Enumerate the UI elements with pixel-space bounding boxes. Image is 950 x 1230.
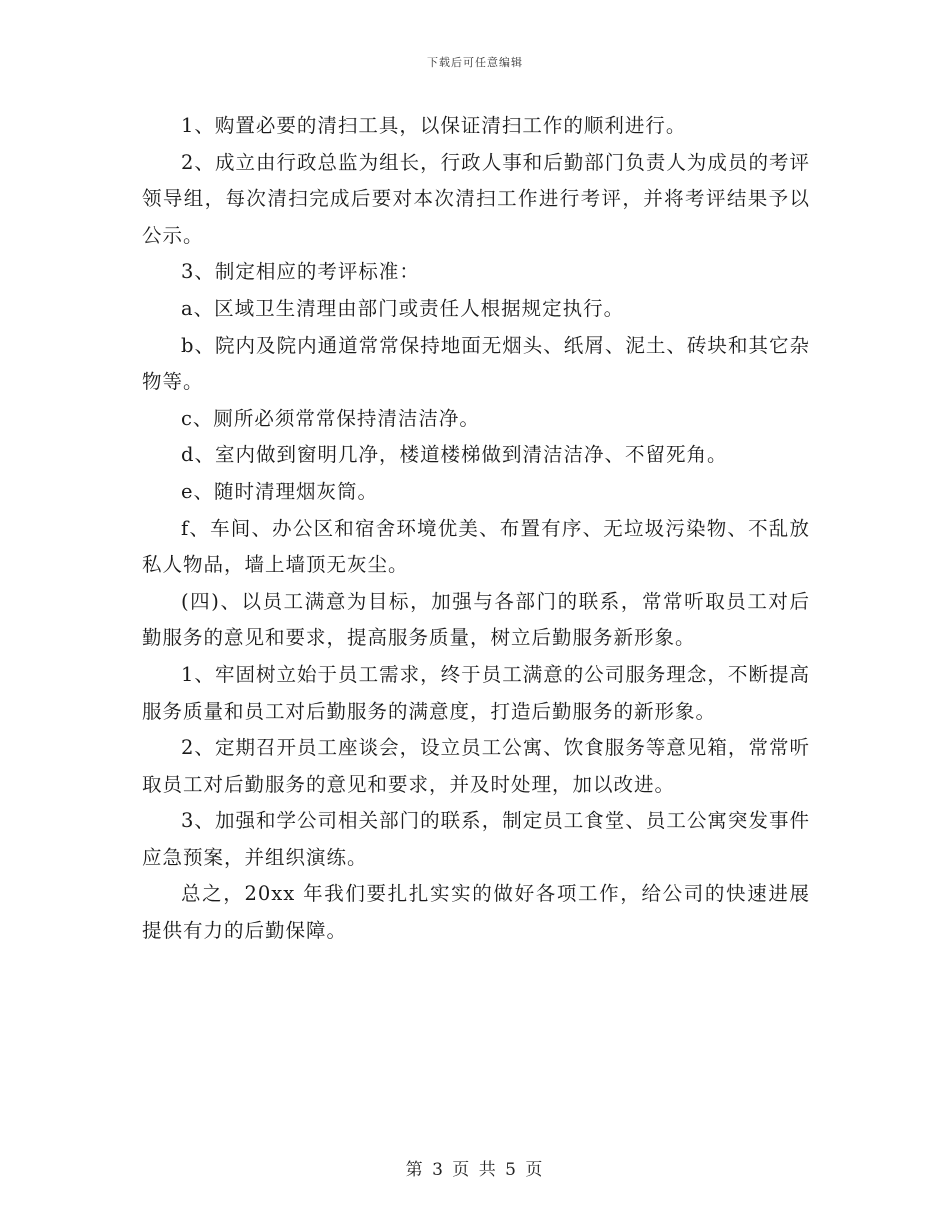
page-footer: 第 3 页 共 5 页 <box>405 1160 545 1180</box>
paragraph: e、随时清理烟灰筒。 <box>181 479 379 503</box>
paragraph: c、厕所必须常常保持清洁洁净。 <box>181 406 480 430</box>
paragraph: 3、加强和学公司相关部门的联系，制定员工食堂、员工公寓突发事件应急预案，并组织演练。 <box>142 809 810 869</box>
conclusion-paragraph: 总之，20xx 年我们要扎扎实实的做好各项工作，给公司的快速进展提供有力的后勤保障。 <box>142 882 810 943</box>
paragraph: f、车间、办公区和宿舍环境优美、布置有序、无垃圾污染物、不乱放私人物品，墙上墙顶无灰尘。 <box>142 516 810 577</box>
section-heading-paragraph: (四)、以员工满意为目标，加强与各部门的联系，常常听取员工对后勤服务的意见和要求，提高服务质量，树立后勤服务新形象。 <box>142 589 810 650</box>
paragraph: 3、制定相应的考评标准： <box>181 260 420 284</box>
paragraph: 1、牢固树立始于员工需求，终于员工满意的公司服务理念，不断提高服务质量和员工对后勤服务的满意度，打造后勤服务的新形象。 <box>142 662 810 723</box>
paragraph: b、院内及院内通道常常保持地面无烟头、纸屑、泥土、砖块和其它杂物等。 <box>142 333 810 394</box>
paragraph: d、室内做到窗明几净，楼道楼梯做到清洁洁净、不留死角。 <box>181 443 728 467</box>
paragraph: 1、购置必要的清扫工具，以保证清扫工作的顺利进行。 <box>181 114 687 137</box>
paragraph: 2、成立由行政总监为组长，行政人事和后勤部门负责人为成员的考评领导组，每次清扫完成后要对本次清扫工作进行考评，并将考评结果予以公示。 <box>142 150 810 247</box>
page-header: 下载后可任意编辑 <box>427 56 523 69</box>
paragraph: a、区域卫生清理由部门或责任人根据规定执行。 <box>181 296 625 320</box>
paragraph: 2、定期召开员工座谈会，设立员工公寓、饮食服务等意见箱，常常听取员工对后勤服务的意见和要求，并及时处理，加以改进。 <box>142 736 810 796</box>
document-body <box>142 108 810 950</box>
